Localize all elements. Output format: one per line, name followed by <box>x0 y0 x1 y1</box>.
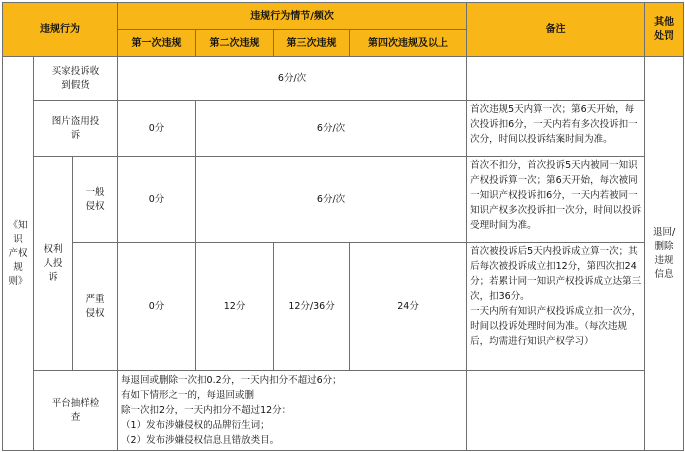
row-label-image-theft: 图片盗用投 诉 <box>34 101 118 157</box>
image-theft-first: 0分 <box>118 101 196 157</box>
other-penalty: 退回/ 删除 违规 信息 <box>645 57 684 451</box>
fake-goods-note <box>467 57 645 101</box>
row-label-general-infringement: 一般 侵权 <box>73 157 118 243</box>
category-ip-rules: 《知识 产权规 则》 <box>3 57 34 451</box>
serious-fourth: 24分 <box>350 243 467 371</box>
row-label-platform-check: 平台抽样检 查 <box>34 371 118 451</box>
header-first: 第一次违规 <box>118 30 196 57</box>
serious-first: 0分 <box>118 243 196 371</box>
row-label-rights-holder: 权利 人投 诉 <box>34 157 73 371</box>
header-circumstance: 违规行为情节/频次 <box>118 3 467 30</box>
header-other-penalty: 其他 处罚 <box>645 3 684 57</box>
image-theft-note: 首次违规5天内算一次；第6天开始，每次投诉扣6分，一天内若有多次投诉扣一次分，时间以投诉结案时间为准。 <box>467 101 645 157</box>
header-fourth: 第四次违规及以上 <box>350 30 467 57</box>
header-note: 备注 <box>467 3 645 57</box>
ip-violation-penalty-table <box>2 2 684 451</box>
header-third: 第三次违规 <box>274 30 350 57</box>
platform-check-note <box>467 371 645 451</box>
serious-note: 首次被投诉后5天内投诉成立算一次；其后每次被投诉成立扣12分，第四次扣24分；若累计同一知识产权投诉成立达第三次，扣36分。 一天内所有知识产权投诉成立扣一次分，时间以投诉处理时间为准。（每次违规后，均需进行知识产权学习） <box>467 243 645 371</box>
row-label-fake-goods: 买家投诉收 到假货 <box>34 57 118 101</box>
general-note: 首次不扣分，首次投诉5天内被同一知识产权投诉算一次；第6天开始，每次被同一知识产权投诉扣6分，一天内若被同一知识产权多次投诉扣一次分，时间以投诉受理时间为准。 <box>467 157 645 243</box>
serious-third: 12分/36分 <box>274 243 350 371</box>
serious-second: 12分 <box>196 243 274 371</box>
row-label-serious-infringement: 严重 侵权 <box>73 243 118 371</box>
image-theft-rest: 6分/次 <box>196 101 467 157</box>
general-first: 0分 <box>118 157 196 243</box>
fake-goods-penalty: 6分/次 <box>118 57 467 101</box>
header-behavior: 违规行为 <box>3 3 118 57</box>
general-rest: 6分/次 <box>196 157 467 243</box>
platform-check-text: 每退回或删除一次扣0.2分，一天内扣分不超过6分； 有如下情形之一的，每退回或删 除一次扣2分，一天内扣分不超过12分： （1）发布涉嫌侵权的品牌衍生词； （2）发布涉嫌侵权信息且错放类目。 <box>118 371 467 451</box>
header-second: 第二次违规 <box>196 30 274 57</box>
